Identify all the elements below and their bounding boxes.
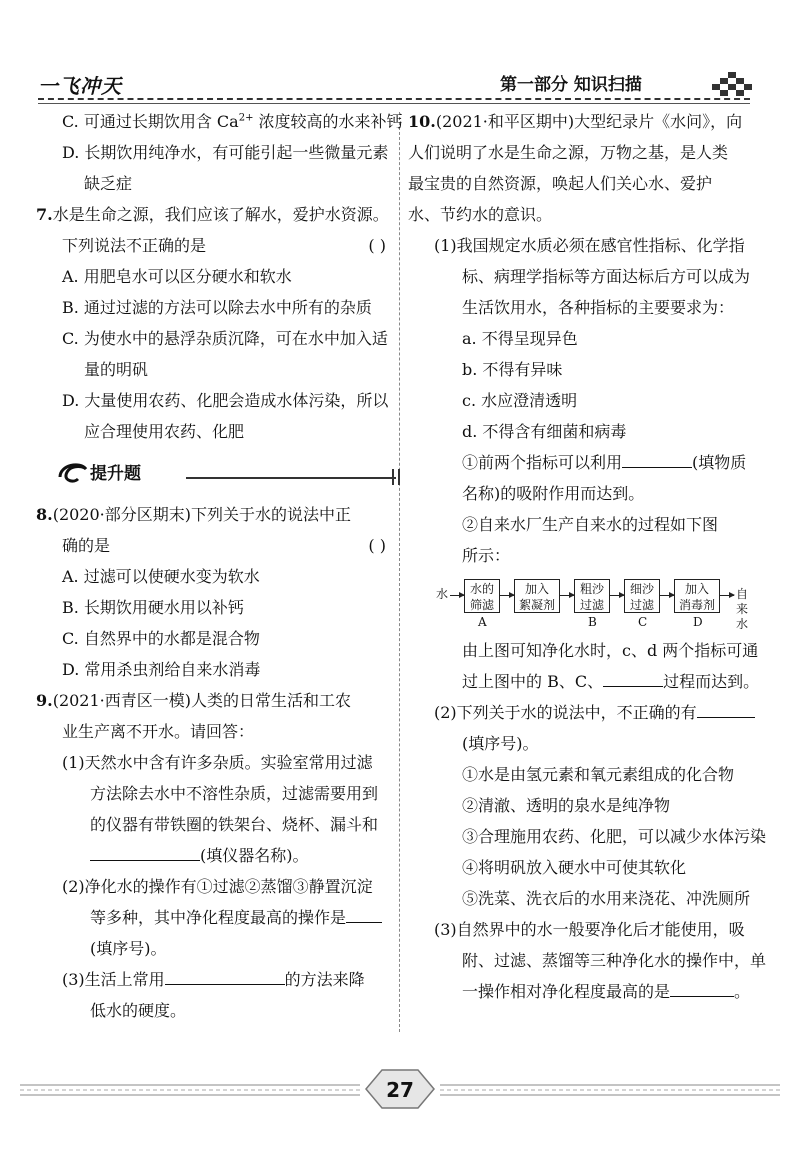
q7-option-b: B. 通过过滤的方法可以除去水中所有的杂质 [62, 298, 372, 317]
flow-label-a: A [478, 615, 487, 629]
header-brand: 一飞冲天 [38, 74, 122, 98]
q10-p2-line2: (填序号)。 [462, 734, 539, 753]
q7-stem-line1: 7.水是生命之源，我们应该了解水，爱护水资源。 [36, 205, 389, 224]
flow-output: 自来水 [736, 587, 749, 631]
left-column [36, 106, 403, 1026]
q10-p1-line1: (1)我国规定水质必须在感官性指标、化学指 [434, 236, 745, 255]
q10-p2-option-1: ①水是由氢元素和氧元素组成的化合物 [462, 765, 735, 784]
q6-option-d-line2: 缺乏症 [84, 174, 133, 193]
q9-p3-line2: 低水的硬度。 [90, 1001, 187, 1020]
q7-option-a: A. 用肥皂水可以区分硬水和软水 [62, 267, 292, 286]
flow-label-b: B [588, 615, 597, 629]
q10-stem-line2: 人们说明了水是生命之源，万物之基，是人类 [408, 143, 729, 162]
q8-option-b: B. 长期饮用硬水用以补钙 [62, 598, 244, 617]
q10-p2-line1: (2)下列关于水的说法中，不正确的有 [408, 697, 756, 728]
right-column [408, 106, 767, 1007]
q10-criterion-b: b. 不得有异味 [462, 360, 563, 379]
q10-sub1-line1: ①前两个指标可以利用 (填物质 [408, 447, 756, 478]
q10-p1-line3: 生活饮用水，各种指标的主要要求为： [462, 298, 735, 317]
q10-stem-line1: 10.(2021·和平区期中)大型纪录片《水问》，向 [408, 112, 743, 131]
q9-p1-line3: 的仪器有带铁圈的铁架台、烧杯、漏斗和 [90, 815, 379, 834]
flow-arrow [660, 595, 674, 596]
q10-p2-option-4: ④将明矾放入硬水中可使其软化 [462, 858, 687, 877]
flow-label-d: D [693, 615, 703, 629]
q10-p3-blank[interactable] [670, 978, 734, 997]
flow-box-c: 细沙 过滤 [624, 579, 660, 613]
q8-option-c: C. 自然界中的水都是混合物 [62, 629, 260, 648]
flow-box-d: 加入 消毒剂 [674, 579, 720, 613]
q7-answer-paren: ( ) [368, 236, 386, 255]
flow-arrow [450, 595, 464, 596]
page-number: 27 [386, 1078, 414, 1102]
q8-stem-line1: 8.(2020·部分区期末)下列关于水的说法中正 [36, 505, 351, 524]
q10-stem-line3: 最宝贵的自然资源，唤起人们关心水、爱护 [408, 174, 713, 193]
q9-stem-line1: 9.(2021·西青区一模)人类的日常生活和工农 [36, 691, 351, 710]
q9-p3-blank[interactable] [165, 966, 285, 985]
q10-p3-line3: 一操作相对净化程度最高的是 。 [408, 976, 756, 1007]
process-flow-diagram [408, 577, 756, 633]
q10-p2-option-3: ③合理施用农药、化肥，可以减少水体污染 [462, 827, 767, 846]
q10-p2-blank[interactable] [697, 699, 755, 718]
q9-p2-line3: (填序号)。 [90, 939, 167, 958]
q7-option-c-cont: 量的明矾 [84, 360, 149, 379]
section-label: 提升题 [90, 464, 141, 484]
q10-sub1-blank[interactable] [622, 449, 692, 468]
q10-criterion-a: a. 不得呈现异色 [462, 329, 578, 348]
flow-label-c: C [638, 615, 648, 629]
q8-stem-line2: 确的是 ( ) [36, 530, 396, 561]
q10-p3-line1: (3)自然界中的水一般要净化后才能使用，吸 [434, 920, 745, 939]
q9-p1-line2: 方法除去水中不溶性杂质，过滤需要用到 [90, 784, 379, 803]
q9-p2-line2: 等多种，其中净化程度最高的操作是 [36, 902, 396, 933]
q6-option-d-line1: D. 长期饮用纯净水，有可能引起一些微量元素 [62, 143, 389, 162]
q9-p2-blank[interactable] [346, 904, 382, 923]
section-rule-end [392, 469, 400, 485]
q10-criterion-d: d. 不得含有细菌和病毒 [462, 422, 627, 441]
q10-stem-line4: 水、节约水的意识。 [408, 205, 553, 224]
q10-sub2-line2: 所示： [462, 546, 511, 565]
column-divider [399, 112, 400, 1032]
q7-option-d: D. 大量使用农药、化肥会造成水体污染，所以 [62, 391, 389, 410]
q9-p2-line1: (2)净化水的操作有①过滤②蒸馏③静置沉淀 [62, 877, 373, 896]
q10-sub2-after1: 由上图可知净化水时，c、d 两个指标可通 [462, 641, 759, 660]
q6-option-c: C. 可通过长期饮用含 $Ca^{2+}$ 浓度较高的水来补钙 [62, 112, 403, 131]
q8-option-d: D. 常用杀虫剂给自来水消毒 [62, 660, 261, 679]
q7-option-c: C. 为使水中的悬浮杂质沉降，可在水中加入适 [62, 329, 388, 348]
section-heading [36, 455, 396, 495]
q9-p1-blank[interactable] [90, 842, 200, 861]
q9-p1-line4: (填仪器名称)。 [36, 840, 396, 871]
flow-arrow [610, 595, 624, 596]
header-rule-thin [38, 103, 750, 104]
q10-p2-option-2: ②清澈、透明的泉水是纯净物 [462, 796, 671, 815]
flow-arrow [500, 595, 514, 596]
section-rule [186, 477, 396, 479]
q10-criterion-c: c. 水应澄清透明 [462, 391, 578, 410]
q9-p1-line1: (1)天然水中含有许多杂质。实验室常用过滤 [62, 753, 373, 772]
q10-p2-option-5: ⑤洗菜、洗衣后的水用来浇花、冲洗厕所 [462, 889, 751, 908]
q10-p3-line2: 附、过滤、蒸馏等三种净化水的操作中，单 [462, 951, 767, 970]
q9-p3-line1: (3)生活上常用 的方法来降 [36, 964, 396, 995]
q10-sub2-blank[interactable] [603, 668, 663, 687]
header-section-title: 第一部分 知识扫描 [500, 75, 642, 95]
flow-arrow [720, 595, 734, 596]
flow-box-a: 水的 筛滤 [464, 579, 500, 613]
checker-icon [712, 72, 752, 96]
q10-sub2-line1: ②自来水厂生产自来水的过程如下图 [462, 515, 719, 534]
q10-sub1-line2: 名称)的吸附作用而达到。 [462, 484, 645, 503]
q7-stem-line2: 下列说法不正确的是 ( ) [36, 230, 396, 261]
q10-p1-line2: 标、病理学指标等方面达标后方可以成为 [462, 267, 751, 286]
flow-arrow [560, 595, 574, 596]
q9-stem-line2: 业生产离不开水。请回答： [62, 722, 255, 741]
q10-sub2-after2: 过上图中的 B、C、 过程而达到。 [408, 666, 756, 697]
q7-option-d-cont: 应合理使用农药、化肥 [84, 422, 245, 441]
q8-answer-paren: ( ) [368, 536, 386, 555]
q8-option-a: A. 过滤可以使硬水变为软水 [62, 567, 260, 586]
flow-box-b: 粗沙 过滤 [574, 579, 610, 613]
flow-input: 水 [436, 587, 449, 601]
flow-box-flocculant: 加入 絮凝剂 [514, 579, 560, 613]
header-rule [38, 98, 750, 100]
